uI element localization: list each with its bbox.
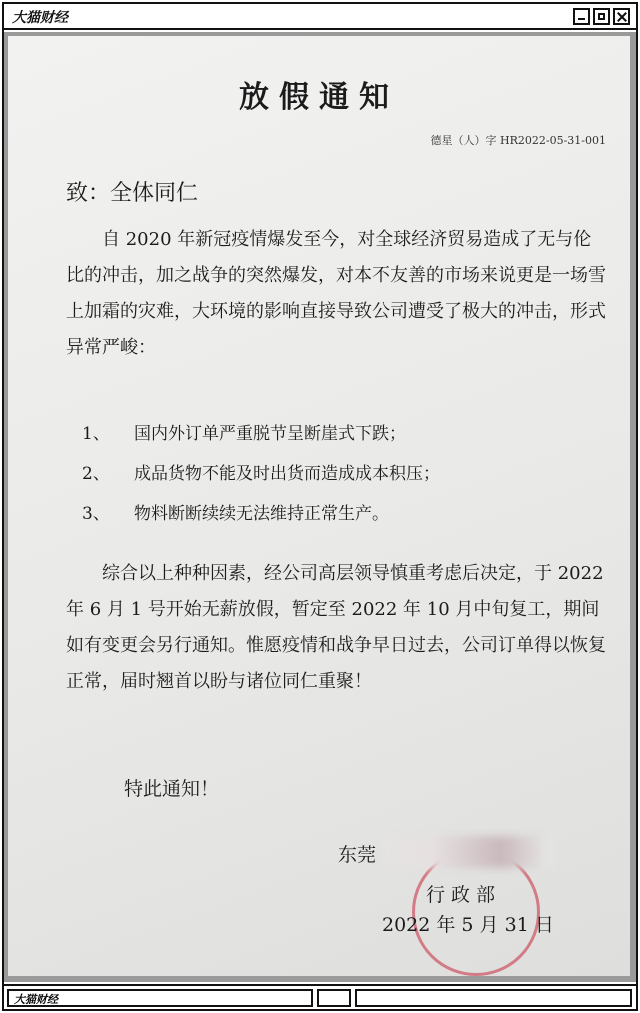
status-segment	[7, 989, 313, 1007]
closing-line: 特此通知！	[124, 778, 220, 800]
redaction-blur	[382, 836, 552, 868]
image-viewport	[4, 32, 636, 982]
notice-document	[8, 36, 630, 976]
minimize-icon[interactable]	[573, 8, 590, 25]
document-title: 放假通知	[239, 80, 399, 115]
status-segment	[317, 989, 351, 1007]
list-item: 3、 物料断断续续无法维持正常生产。	[82, 504, 389, 524]
salutation: 致：全体同仁	[66, 181, 199, 206]
app-window	[2, 2, 638, 1011]
reasons-list	[82, 414, 440, 534]
status-bar	[4, 984, 636, 1009]
list-item: 2、 成品货物不能及时出货而造成成本积压；	[82, 464, 440, 484]
maximize-icon[interactable]	[593, 8, 610, 25]
status-title: 大猫财经	[14, 993, 58, 1006]
department: 行政部	[426, 884, 502, 906]
window-controls	[573, 8, 630, 25]
paragraph-decision: 综合以上种种因素，经公司高层领导慎重考虑后决定，于 2022 年 6 月 1 号开始无薪放假，暂定至 2022 年 10 月中旬复工，期间如有变更会另行通知。惟愿疫情和战争早日过去，公司订单得以恢复正常，届时翘首以盼与诸位同仁重聚！	[66, 563, 606, 692]
title-bar[interactable]	[4, 4, 636, 30]
signer-name: 东莞	[338, 844, 377, 866]
window-title: 大猫财经	[12, 10, 68, 26]
paragraph-intro: 自 2020 年新冠疫情爆发至今，对全球经济贸易造成了无与伦比的冲击，加之战争的突然爆发，对本不友善的市场来说更是一场雪上加霜的灾难，大环境的影响直接导致公司遭受了极大的冲击，形式异常严峻：	[66, 229, 606, 358]
list-item: 1、 国内外订单严重脱节呈断崖式下跌；	[82, 424, 406, 444]
status-segment	[355, 989, 632, 1007]
document-number: 德星（人）字 HR2022-05-31-001	[430, 134, 606, 147]
document-date: 2022 年 5 月 31 日	[382, 914, 554, 936]
close-icon[interactable]	[613, 8, 630, 25]
